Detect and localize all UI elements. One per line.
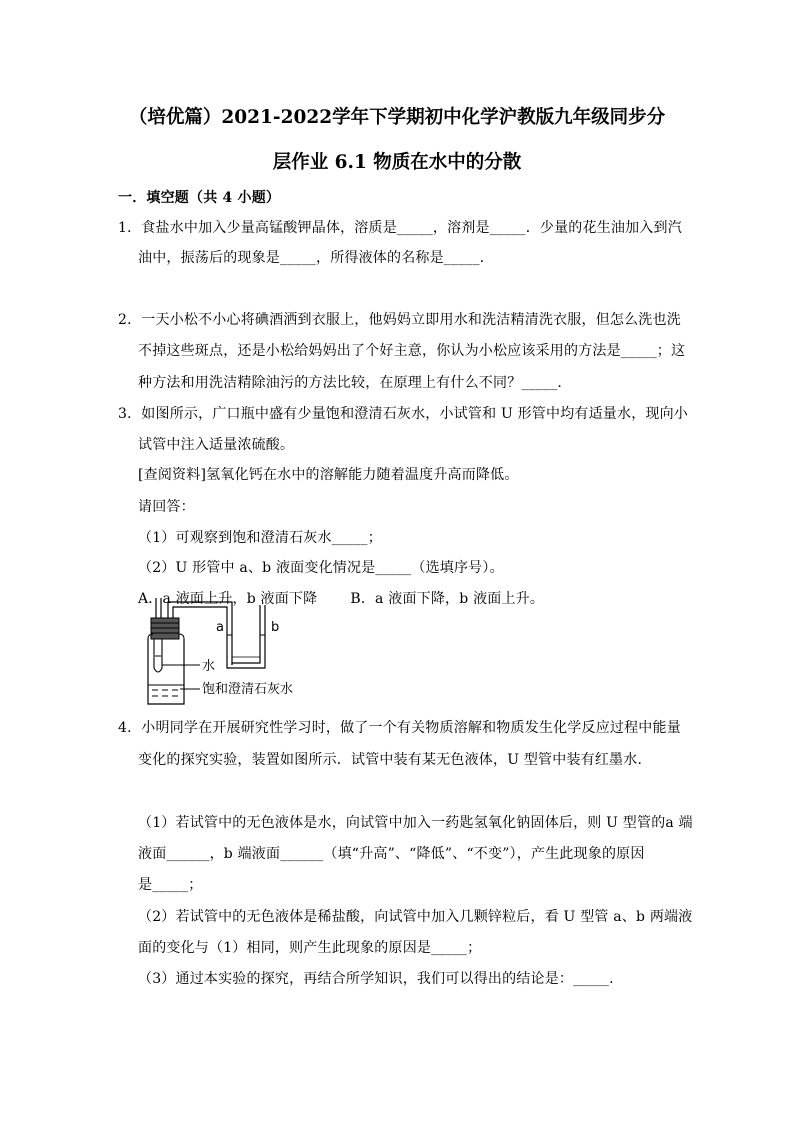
document-title-line-1: （培优篇）2021-2022学年下学期初中化学沪教版九年级同步分	[128, 107, 666, 128]
wide-mouth-bottle	[148, 639, 184, 704]
q2-line-3: 种方法和用洗洁精除油污的方法比较，在原理上有什么不同？_____.	[138, 375, 563, 391]
label-b: b	[271, 620, 280, 635]
label-limewater: 饱和澄清石灰水	[202, 682, 294, 697]
q4-sub-2-line-1: （2）若试管中的无色液体是稀盐酸，向试管中加入几颗锌粒后，看 U 型管 a、b 两端液	[138, 909, 693, 925]
section-heading: 一．填空题（共 4 小题）	[118, 190, 281, 206]
q4-sub-2-line-2: 面的变化与（1）相同，则产生此现象的原因是_____；	[138, 940, 482, 956]
label-water: 水	[202, 659, 216, 674]
q4-sub-1-line-1: （1）若试管中的无色液体是水，向试管中加入一药匙氢氧化钠固体后，则 U 型管的a 端	[138, 815, 693, 831]
label-a: a	[216, 620, 224, 635]
q4-sub-3: （3）通过本实验的探究，再结合所学知识，我们可以得出的结论是：_____.	[138, 971, 614, 987]
q4-sub-1-line-3: 是_____；	[138, 877, 203, 893]
q3-sub-1: （1）可观察到饱和澄清石灰水_____；	[138, 530, 382, 546]
q3-line-3: [查阅资料]氢氧化钙在水中的溶解能力随着温度升高而降低。	[138, 467, 519, 483]
q3-line-2: 试管中注入适量浓硫酸。	[138, 437, 295, 453]
q3-options: A．a 液面上升，b 液面下降 B．a 液面下降，b 液面上升。	[138, 591, 545, 607]
u-tube	[227, 605, 265, 668]
q2-line-1: 2．一天小松不小心将碘酒洒到衣服上，他妈妈立即用水和洗洁精清洗衣服，但怎么洗也洗	[118, 312, 681, 328]
q1-line-1: 1．食盐水中加入少量高锰酸钾晶体，溶质是_____，溶剂是_____．少量的花生油加入到汽	[118, 220, 682, 236]
q3-line-4: 请回答：	[138, 499, 195, 515]
q4-sub-1-line-2: 液面______，b 端液面______（填“升高”、“降低”、“不变”），产生此现象的原因	[138, 846, 645, 862]
q2-line-2: 不掉这些斑点，还是小松给妈妈出了个好主意，你认为小松应该采用的方法是_____；这	[138, 343, 686, 359]
q3-line-1: 3．如图所示，广口瓶中盛有少量饱和澄清石灰水，小试管和 U 形管中均有适量水，现向小	[118, 406, 689, 422]
q1-line-2: 油中，振荡后的现象是_____，所得液体的名称是_____．	[138, 250, 494, 266]
document-title-line-2: 层作业 6.1 物质在水中的分散	[272, 152, 522, 173]
q4-line-1: 4．小明同学在开展研究性学习时，做了一个有关物质溶解和物质发生化学反应过程中能量	[118, 720, 681, 736]
q3-sub-2: （2）U 形管中 a、b 液面变化情况是_____（选填序号）。	[138, 560, 504, 576]
apparatus-figure	[140, 590, 320, 708]
q4-line-2: 变化的探究实验，装置如图所示．试管中装有某无色液体，U 型管中装有红墨水．	[138, 752, 652, 768]
